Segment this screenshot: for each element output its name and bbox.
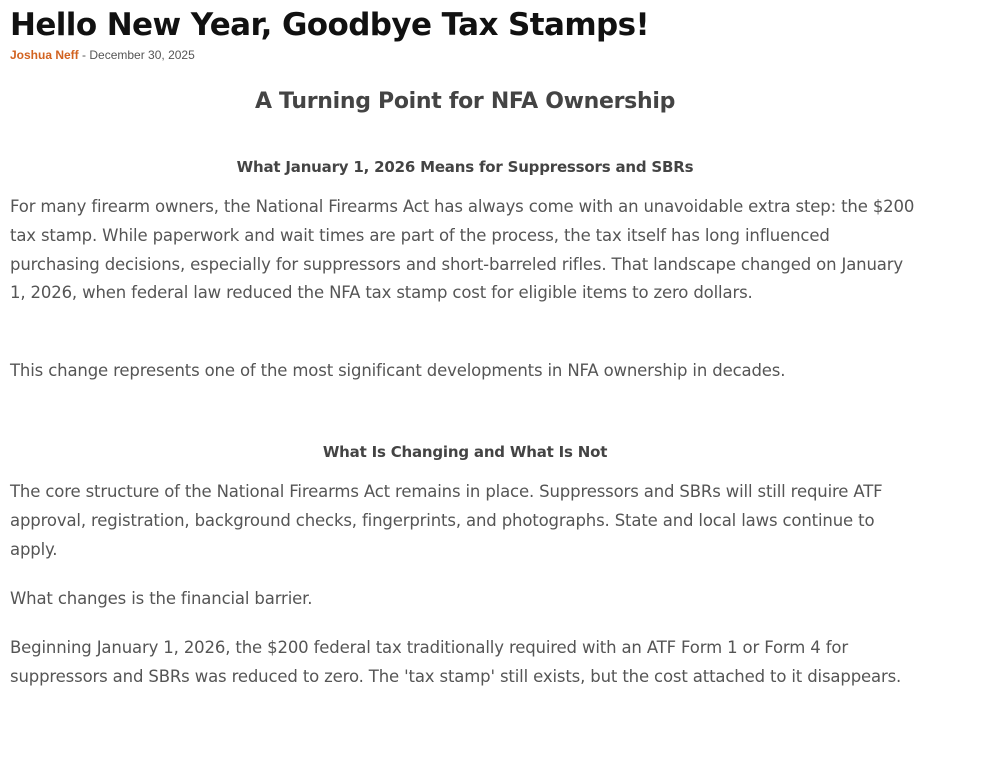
byline xyxy=(10,47,195,63)
section-heading-january: What January 1, 2026 Means for Suppressors and SBRs xyxy=(236,158,694,176)
byline-separator: - xyxy=(78,48,90,62)
paragraph-intro: For many firearm owners, the National Firearms Act has always come with an unavoidable extra step: the $200 tax stamp. While paperwork and wait times are part of the process, the tax itself has long influenced purchasing decisions, especially for suppressors and short-barreled rifles. That landscape changed on January 1, 2026, when federal law reduced the NFA tax stamp cost for eligible items to zero dollars. xyxy=(10,197,915,303)
author-name[interactable]: Joshua Neff xyxy=(10,48,79,62)
paragraph-core-structure: The core structure of the National Firearms Act remains in place. Suppressors and SBRs will still require ATF approval, registration, background checks, fingerprints, and photographs. State and local laws continue to apply. xyxy=(10,482,883,559)
section-heading-changes: What Is Changing and What Is Not xyxy=(322,443,608,461)
article-heading: A Turning Point for NFA Ownership xyxy=(254,89,676,114)
paragraph-significance: This change represents one of the most significant developments in NFA ownership in decades. xyxy=(10,361,786,380)
paragraph-financial-barrier: What changes is the financial barrier. xyxy=(10,589,313,608)
publish-date: December 30, 2025 xyxy=(89,48,195,62)
article-title: Hello New Year, Goodbye Tax Stamps! xyxy=(10,7,650,43)
paragraph-form-tax: Beginning January 1, 2026, the $200 federal tax traditionally required with an ATF Form 1 or Form 4 for suppressors and SBRs was reduced to zero. The 'tax stamp' still exists, but the cost attached to it disappears. xyxy=(10,638,902,686)
